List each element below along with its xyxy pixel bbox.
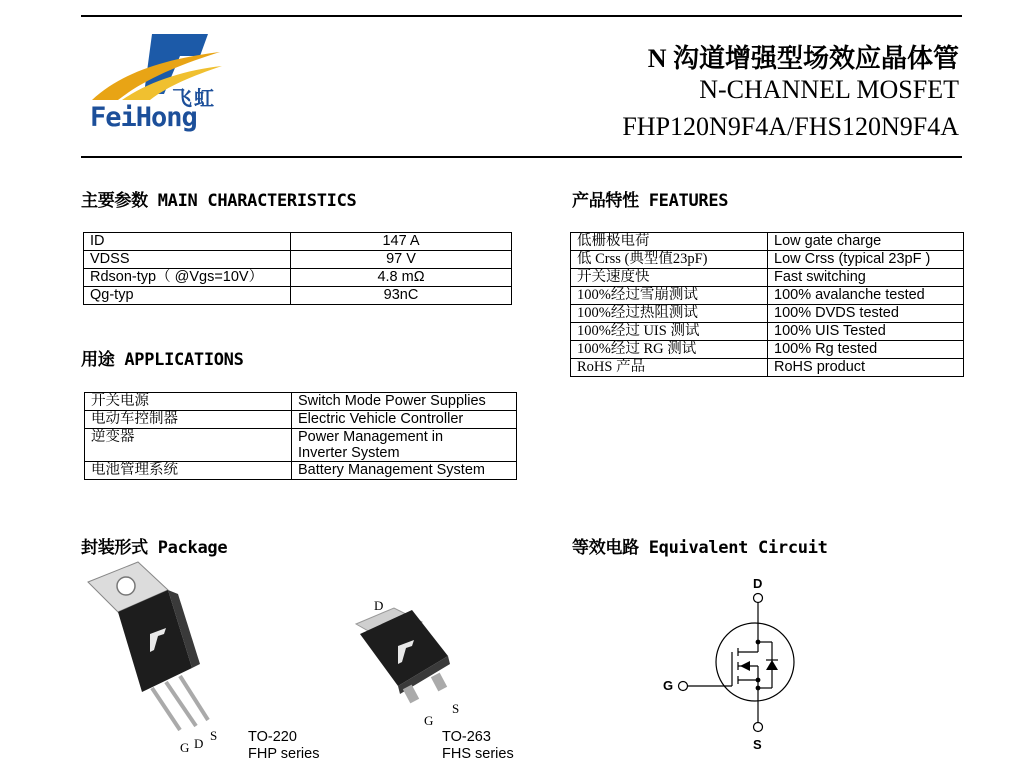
param-cell: ID [84,233,291,251]
to263-pin-g: G [424,713,434,728]
feature-cn-cell: 开关速度快 [571,269,768,287]
features-heading: 产品特性 FEATURES [572,191,729,211]
feature-en-cell: RoHS product [768,359,964,377]
app-cn-cell: 电动车控制器 [85,411,292,429]
app-cn-cell: 电池管理系统 [85,462,292,480]
feature-en-cell: 100% avalanche tested [768,287,964,305]
table-row [571,359,964,377]
to263-pin-d: D [374,598,384,613]
to263-name: TO-263 [442,729,491,745]
table-row [571,287,964,305]
feihong-logo [88,34,233,134]
table-row [571,305,964,323]
to220-package-image [84,560,224,735]
main-characteristics-heading: 主要参数 MAIN CHARACTERISTICS [81,191,357,211]
app-en-cell: Switch Mode Power Supplies [292,393,517,411]
table-row [85,411,517,429]
value-cell: 147 A [291,233,512,251]
to263-package-image [352,604,467,714]
feature-cn-cell: 100%经过 UIS 测试 [571,323,768,341]
circuit-pin-g: G [663,678,674,693]
applications-heading: 用途 APPLICATIONS [81,350,244,370]
title-en: N-CHANNEL MOSFET [699,75,959,104]
value-cell: 93nC [291,287,512,305]
feature-en-cell: 100% UIS Tested [768,323,964,341]
table-row [84,251,512,269]
to220-pin-g: G [180,740,190,755]
table-row [85,462,517,480]
table-row [571,233,964,251]
feature-cn-cell: 100%经过热阻测试 [571,305,768,323]
app-cn-cell: 逆变器 [85,429,292,462]
to263-series: FHS series [442,746,514,762]
value-cell: 4.8 mΩ [291,269,512,287]
feature-cn-cell: RoHS 产品 [571,359,768,377]
table-row [84,269,512,287]
feature-cn-cell: 100%经过雪崩测试 [571,287,768,305]
feature-en-cell: Low Crss (typical 23pF ) [768,251,964,269]
to263-label [442,729,514,763]
param-cell: Qg-typ [84,287,291,305]
circuit-pin-s: S [753,737,762,752]
part-numbers: FHP120N9F4A/FHS120N9F4A [622,112,959,141]
circuit-heading: 等效电路 Equivalent Circuit [572,538,828,558]
feature-en-cell: Low gate charge [768,233,964,251]
to220-pin-s: S [210,728,218,743]
logo-en-text: FeiHong [90,102,197,133]
package-heading: 封装形式 Package [81,538,228,558]
to220-series: FHP series [248,746,320,762]
title-cn: N 沟道增强型场效应晶体管 [647,44,959,73]
top-rule [81,15,962,17]
table-row [571,341,964,359]
app-en-line: Inverter System [298,445,400,461]
circuit-pin-d: D [753,576,763,591]
feature-cn-cell: 低栅极电荷 [571,233,768,251]
table-row [85,429,517,462]
table-row [571,251,964,269]
features-table [570,232,964,377]
feature-en-cell: 100% DVDS tested [768,305,964,323]
feature-cn-cell: 低 Crss (典型值23pF) [571,251,768,269]
value-cell: 97 V [291,251,512,269]
app-cn-cell: 开关电源 [85,393,292,411]
logo-cn-text: 飞虹 [172,86,216,110]
table-row [84,233,512,251]
applications-table [84,392,517,480]
app-en-line: Power Management in [298,429,444,445]
table-row [571,269,964,287]
main-characteristics-table [83,232,512,305]
feature-en-cell: Fast switching [768,269,964,287]
table-row [85,393,517,411]
mosfet-circuit-diagram [670,590,830,750]
param-cell: VDSS [84,251,291,269]
app-en-cell: Electric Vehicle Controller [292,411,517,429]
param-cell: Rdson-typ（ @Vgs=10V） [84,269,291,287]
feature-en-cell: 100% Rg tested [768,341,964,359]
table-row [84,287,512,305]
to220-name: TO-220 [248,729,297,745]
app-en-cell [292,429,517,462]
app-en-cell: Battery Management System [292,462,517,480]
table-row [571,323,964,341]
feature-cn-cell: 100%经过 RG 测试 [571,341,768,359]
to220-label [248,729,319,763]
header-rule [81,156,962,158]
to220-pin-d: D [194,736,204,751]
to263-pin-s: S [452,701,460,716]
